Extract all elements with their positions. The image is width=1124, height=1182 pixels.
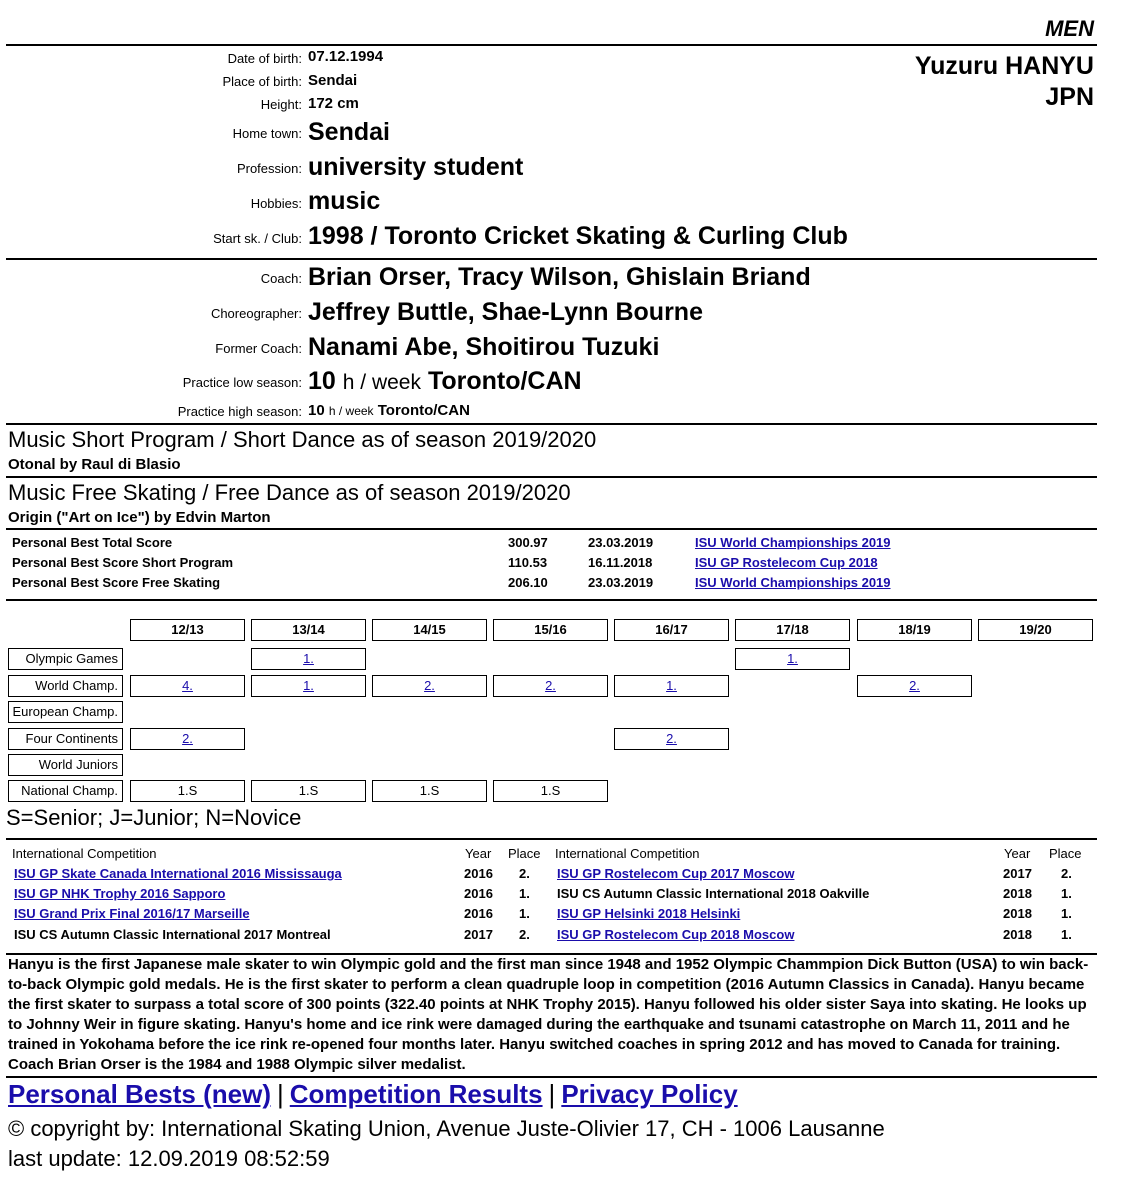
competition-year: 2018 — [1003, 886, 1032, 901]
intl-left-header-place: Place — [508, 846, 541, 861]
result-cell[interactable]: 2. — [493, 675, 608, 697]
pb-total-label: Personal Best Total Score — [12, 535, 173, 550]
result-row-label: European Champ. — [8, 701, 123, 723]
pb-short-label: Personal Best Score Short Program — [12, 555, 234, 570]
athlete-name: Yuzuru HANYU — [914, 52, 1094, 80]
season-header: 16/17 — [614, 619, 729, 641]
pb-free-label: Personal Best Score Free Skating — [12, 575, 221, 590]
music-free-heading-text: Music Free Skating / Free Dance as of season — [8, 480, 461, 505]
practice-low-unit: h / week — [342, 371, 421, 394]
former-coach-value: Nanami Abe, Shoitirou Tuzuki — [308, 333, 660, 361]
music-free-title: Origin ("Art on Ice") by Edvin Marton — [8, 509, 271, 526]
competition-place: 2. — [1061, 866, 1072, 881]
footer-links — [8, 1079, 738, 1110]
season-header: 18/19 — [857, 619, 972, 641]
result-cell: 1.S — [130, 780, 245, 802]
competition-year: 2017 — [464, 927, 493, 942]
profession-value: university student — [308, 153, 524, 181]
season-header: 13/14 — [251, 619, 366, 641]
intl-left-header-competition: International Competition — [12, 846, 157, 861]
privacy-policy-link[interactable]: Privacy Policy — [561, 1079, 738, 1109]
athlete-nation: JPN — [1045, 83, 1094, 111]
pb-free-event-link[interactable]: ISU World Championships 2019 — [695, 575, 891, 590]
result-cell[interactable]: 2. — [857, 675, 972, 697]
competition-link[interactable]: ISU GP Rostelecom Cup 2017 Moscow — [557, 866, 795, 881]
pb-total-score: 300.97 — [508, 535, 548, 550]
hometown-label: Home town: — [232, 126, 302, 141]
music-short-title: Otonal by Raul di Blasio — [8, 456, 181, 473]
coach-label: Coach: — [260, 271, 302, 286]
result-cell[interactable]: 2. — [130, 728, 245, 750]
pb-free-score: 206.10 — [508, 575, 548, 590]
intl-right-header-place: Place — [1049, 846, 1082, 861]
former-coach-label: Former Coach: — [215, 341, 302, 356]
music-short-heading-text: Music Short Program / Short Dance as of season — [8, 427, 487, 452]
intl-right-header-year: Year — [1004, 846, 1031, 861]
competition-place: 2. — [519, 866, 530, 881]
season-header: 12/13 — [130, 619, 245, 641]
dob-value: 07.12.1994 — [308, 48, 384, 65]
competition-year: 2016 — [464, 906, 493, 921]
competition-link[interactable]: ISU GP Helsinki 2018 Helsinki — [557, 906, 741, 921]
divider — [6, 423, 1097, 425]
season-header: 19/20 — [978, 619, 1093, 641]
competition-place: 2. — [519, 927, 530, 942]
competition-link[interactable]: ISU Grand Prix Final 2016/17 Marseille — [14, 906, 250, 921]
pob-label: Place of birth: — [222, 74, 302, 89]
pb-total-event-link[interactable]: ISU World Championships 2019 — [695, 535, 891, 550]
result-cell[interactable]: 1. — [614, 675, 729, 697]
choreographer-label: Choreographer: — [210, 306, 302, 321]
club-value: 1998 / Toronto Cricket Skating & Curling Club — [308, 222, 848, 250]
intl-left-header-year: Year — [465, 846, 492, 861]
intl-right-header-competition: International Competition — [555, 846, 700, 861]
music-short-heading — [8, 427, 596, 453]
footer-separator: | — [276, 1079, 284, 1109]
competition-place: 1. — [1061, 906, 1072, 921]
result-row-label: Olympic Games — [8, 648, 123, 670]
hometown-value: Sendai — [308, 118, 390, 146]
season-header: 14/15 — [372, 619, 487, 641]
divider — [6, 476, 1097, 478]
personal-bests-link[interactable]: Personal Bests (new) — [8, 1079, 271, 1109]
biography: Hanyu is the first Japanese male skater to win Olympic gold and the first man since 1948 and 1952 Olympic Chammpion Dick Button (USA) to win back-to-back Olympic gold medals. He is the first skater to perform a clean quadruple loop in competition (2016 Autumn Classics in Canada). Hanyu became the first skater to surpass a total score of 300 points (322.40 points at NHK Trophy 2015). Hanyu followed his older sister Saya into skating. He looks up to Johnny Weir in figure skating. Hanyu's home and ice rink were damaged during the earthquake and tsunami catastrophe on March 11, 2011 and he trained in Yokohama before the ice rink re-opened four months later. Hanyu switched coaches in spring 2012 and has moved to Canada for training. Coach Brian Orser is the 1984 and 1988 Olympic silver medalist. — [8, 956, 1089, 1073]
result-row-label: National Champ. — [8, 780, 123, 802]
competition-results-link[interactable]: Competition Results — [289, 1079, 543, 1109]
result-row-label: Four Continents — [8, 728, 123, 750]
result-cell[interactable]: 2. — [614, 728, 729, 750]
pb-short-date: 16.11.2018 — [588, 555, 653, 570]
result-row-label: World Juniors — [8, 754, 123, 776]
result-row-label: World Champ. — [8, 675, 123, 697]
club-label: Start sk. / Club: — [213, 231, 302, 246]
competition-link[interactable]: ISU GP Skate Canada International 2016 Mississauga — [14, 866, 342, 881]
result-cell: 1.S — [251, 780, 366, 802]
pb-total-date: 23.03.2019 — [588, 535, 654, 550]
hobbies-label: Hobbies: — [250, 196, 302, 211]
divider — [6, 1076, 1097, 1078]
competition-place: 1. — [519, 906, 530, 921]
result-cell[interactable]: 1. — [735, 648, 850, 670]
season-header: 17/18 — [735, 619, 850, 641]
result-cell: 1.S — [372, 780, 487, 802]
result-cell[interactable]: 1. — [251, 648, 366, 670]
practice-low-place: Toronto/CAN — [427, 367, 582, 395]
competition-link[interactable]: ISU GP Rostelecom Cup 2018 Moscow — [557, 927, 795, 942]
competition-name: ISU CS Autumn Classic International 2018 Oakville — [557, 886, 870, 901]
competition-year: 2016 — [464, 886, 493, 901]
choreographer-value: Jeffrey Buttle, Shae-Lynn Bourne — [308, 298, 703, 326]
practice-low-label: Practice low season: — [182, 375, 302, 390]
pob-value: Sendai — [308, 72, 358, 89]
dob-label: Date of birth: — [227, 51, 302, 66]
hobbies-value: music — [308, 187, 381, 215]
category-label: MEN — [1045, 16, 1094, 41]
practice-high-value — [308, 402, 470, 419]
height-value: 172 cm — [308, 95, 359, 112]
music-free-season: 2019/2020 — [466, 480, 571, 505]
practice-low-value — [308, 367, 582, 396]
divider — [6, 528, 1097, 530]
competition-year: 2018 — [1003, 927, 1032, 942]
music-short-season: 2019/2020 — [492, 427, 597, 452]
practice-high-label: Practice high season: — [177, 404, 302, 419]
practice-high-place: Toronto/CAN — [377, 402, 470, 419]
competition-place: 1. — [1061, 886, 1072, 901]
divider — [6, 838, 1097, 840]
result-cell: 1.S — [493, 780, 608, 802]
competition-place: 1. — [519, 886, 530, 901]
divider — [6, 599, 1097, 601]
season-header: 15/16 — [493, 619, 608, 641]
competition-name: ISU CS Autumn Classic International 2017 Montreal — [14, 927, 331, 942]
pb-short-event-link[interactable]: ISU GP Rostelecom Cup 2018 — [695, 555, 878, 570]
result-cell[interactable]: 2. — [372, 675, 487, 697]
practice-high-unit: h / week — [328, 404, 374, 418]
result-cell[interactable]: 4. — [130, 675, 245, 697]
legend: S=Senior; J=Junior; N=Novice — [6, 805, 302, 830]
practice-low-hours: 10 — [308, 367, 336, 395]
practice-high-hours: 10 — [308, 402, 325, 419]
result-cell[interactable]: 1. — [251, 675, 366, 697]
last-update: last update: 12.09.2019 08:52:59 — [8, 1146, 330, 1171]
footer-separator: | — [548, 1079, 556, 1109]
competition-year: 2017 — [1003, 866, 1032, 881]
competition-link[interactable]: ISU GP NHK Trophy 2016 Sapporo — [14, 886, 226, 901]
profession-label: Profession: — [236, 161, 302, 176]
coach-value: Brian Orser, Tracy Wilson, Ghislain Briand — [308, 263, 811, 291]
copyright: © copyright by: International Skating Union, Avenue Juste-Olivier 17, CH - 1006 Lausanne — [8, 1116, 885, 1141]
height-label: Height: — [260, 97, 302, 112]
competition-place: 1. — [1061, 927, 1072, 942]
competition-year: 2018 — [1003, 906, 1032, 921]
divider — [6, 258, 1097, 260]
pb-free-date: 23.03.2019 — [588, 575, 654, 590]
pb-short-score: 110.53 — [508, 555, 548, 570]
divider — [6, 44, 1097, 46]
music-free-heading — [8, 480, 571, 506]
competition-year: 2016 — [464, 866, 493, 881]
